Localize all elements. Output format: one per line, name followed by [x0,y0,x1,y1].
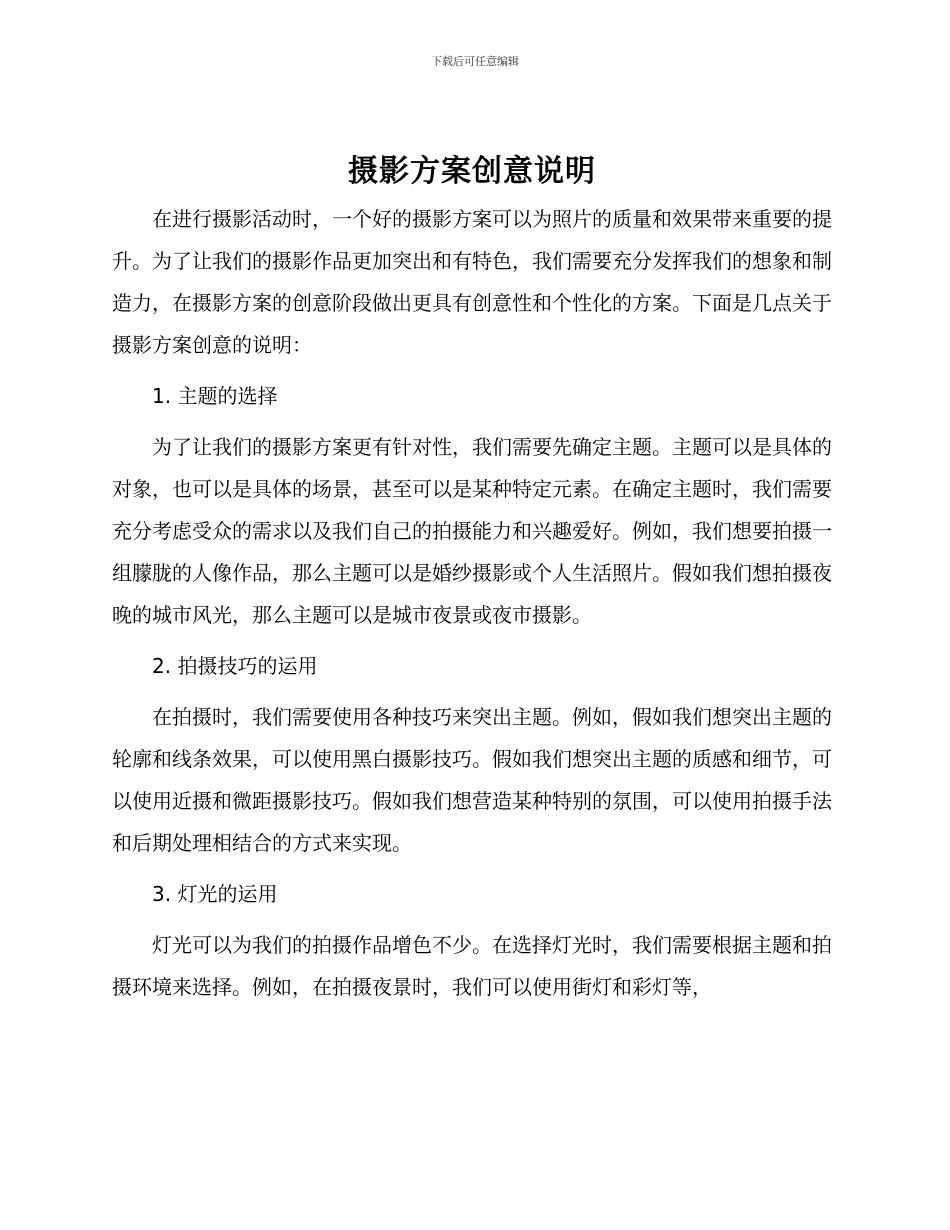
document-body [112,148,832,1008]
section-body-lighting: 灯光可以为我们的拍摄作品增色不少。在选择灯光时，我们需要根据主题和拍摄环境来选择。例如，在拍摄夜景时，我们可以使用街灯和彩灯等， [112,933,832,999]
section-heading-lighting: 3. 灯光的运用 [152,882,278,906]
intro-paragraph: 在进行摄影活动时，一个好的摄影方案可以为照片的质量和效果带来重要的提升。为了让我们的摄影作品更加突出和有特色，我们需要充分发挥我们的想象和制造力，在摄影方案的创意阶段做出更具有创意性和个性化的方案。下面是几点关于摄影方案创意的说明： [112,207,832,357]
page-header: 下载后可任意编辑 [431,55,519,68]
section-body-technique: 在拍摄时，我们需要使用各种技巧来突出主题。例如，假如我们想突出主题的轮廓和线条效果，可以使用黑白摄影技巧。假如我们想突出主题的质感和细节，可以使用近摄和微距摄影技巧。假如我们想营造某种特别的氛围，可以使用拍摄手法和后期处理相结合的方式来实现。 [112,705,832,855]
section-heading-theme: 1. 主题的选择 [152,384,278,408]
section-body-theme: 为了让我们的摄影方案更有针对性，我们需要先确定主题。主题可以是具体的对象，也可以是具体的场景，甚至可以是某种特定元素。在确定主题时，我们需要充分考虑受众的需求以及我们自己的拍摄能力和兴趣爱好。例如，我们想要拍摄一组朦胧的人像作品，那么主题可以是婚纱摄影或个人生活照片。假如我们想拍摄夜晚的城市风光，那么主题可以是城市夜景或夜市摄影。 [112,435,832,627]
section-heading-technique: 2. 拍摄技巧的运用 [152,654,318,678]
document-title: 摄影方案创意说明 [348,154,596,189]
